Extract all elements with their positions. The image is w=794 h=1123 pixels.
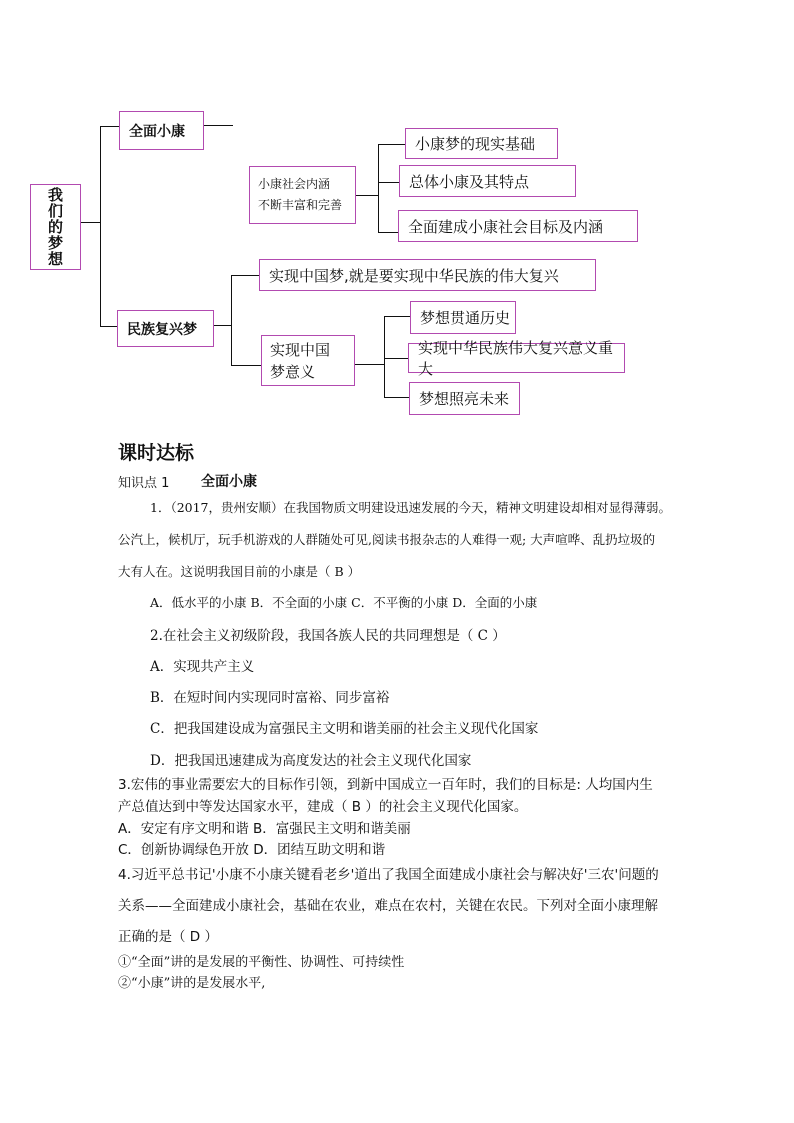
q4-line3: 正确的是（ D ） — [118, 929, 218, 945]
q1-line3: 大有人在。这说明我国目前的小康是（ B ） — [118, 564, 361, 579]
mindmap-leaf: 总体小康及其特点 — [399, 165, 576, 197]
connector — [384, 358, 408, 359]
mindmap-branch-quanmian-xiaokang: 全面小康 — [119, 111, 204, 150]
connector — [100, 126, 120, 127]
q1-options: A．低水平的小康 B．不全面的小康 C．不平衡的小康 D．全面的小康 — [150, 595, 538, 610]
q3-line1: 3.宏伟的事业需要宏大的目标作引领，到新中国成立一百年时，我们的目标是: 人均国内生 — [118, 777, 653, 793]
connector — [378, 144, 405, 145]
connector — [231, 365, 261, 366]
mindmap-root: 我们的梦想 — [30, 184, 81, 270]
connector — [384, 316, 410, 317]
knowledge-point-title: 全面小康 — [201, 474, 257, 490]
connector — [231, 275, 259, 276]
q2-option-c: C．把我国建设成为富强民主文明和谐美丽的社会主义现代化国家 — [150, 721, 539, 737]
mindmap-branch-minzu-fuxing: 民族复兴梦 — [117, 310, 214, 347]
q4-line1: 4.习近平总书记'小康不小康关键看老乡'道出了我国全面建成小康社会与解决好'三农'问题的 — [118, 867, 659, 883]
mindmap-meng-yiyi: 实现中国 梦意义 — [261, 335, 355, 386]
q4-item-2: ②“小康”讲的是发展水平, — [118, 976, 266, 991]
mindmap-leaf: 小康梦的现实基础 — [405, 128, 558, 159]
knowledge-point-label: 知识点 1 — [118, 476, 170, 491]
connector — [355, 364, 385, 365]
section-title: 课时达标 — [118, 442, 195, 464]
connector — [378, 182, 399, 183]
connector — [214, 325, 232, 326]
q4-item-1: ①“全面”讲的是发展的平衡性、协调性、可持续性 — [118, 955, 405, 970]
connector — [378, 144, 379, 233]
q4-line2: 关系——全面建成小康社会，基础在农业，难点在农村，关键在农民。下列对全面小康理解 — [118, 898, 658, 914]
q1-line2: 公汽上，候机厅，玩手机游戏的人群随处可见,阅读书报杂志的人难得一观; 大声喧哗、乱扔垃圾的 — [118, 532, 656, 547]
q2-option-b: B．在短时间内实现同时富裕、同步富裕 — [150, 690, 390, 706]
q2-option-a: A．实现共产主义 — [150, 659, 255, 675]
q2-option-d: D．把我国迅速建成为高度发达的社会主义现代化国家 — [150, 753, 472, 769]
mindmap-leaf: 实现中华民族伟大复兴意义重大 — [408, 343, 625, 373]
connector — [384, 397, 409, 398]
connector — [231, 275, 232, 366]
connector — [356, 195, 379, 196]
q2-stem: 2.在社会主义初级阶段，我国各族人民的共同理想是（ C ） — [150, 628, 506, 644]
connector — [384, 316, 385, 398]
connector — [81, 222, 101, 223]
q3-line2: 产总值达到中等发达国家水平，建成（ B ）的社会主义现代化国家。 — [118, 799, 528, 815]
mindmap-leaf: 梦想贯通历史 — [410, 301, 516, 334]
connector — [378, 232, 398, 233]
connector — [100, 326, 118, 327]
mindmap-xiaokang-neihan: 小康社会内涵 不断丰富和完善 — [249, 166, 356, 224]
q3-options-1: A．安定有序文明和谐 B．富强民主文明和谐美丽 — [118, 821, 411, 837]
mindmap-leaf: 全面建成小康社会目标及内涵 — [398, 210, 638, 242]
mindmap-leaf: 梦想照亮未来 — [409, 382, 520, 415]
connector — [100, 126, 101, 326]
connector — [204, 125, 233, 126]
q1-line1: 1．（2017，贵州安顺）在我国物质文明建设迅速发展的今天，精神文明建设却相对显得薄弱。 — [150, 500, 672, 515]
q3-options-2: C．创新协调绿色开放 D．团结互助文明和谐 — [118, 842, 386, 858]
mindmap-branch2-top: 实现中国梦,就是要实现中华民族的伟大复兴 — [259, 259, 596, 291]
